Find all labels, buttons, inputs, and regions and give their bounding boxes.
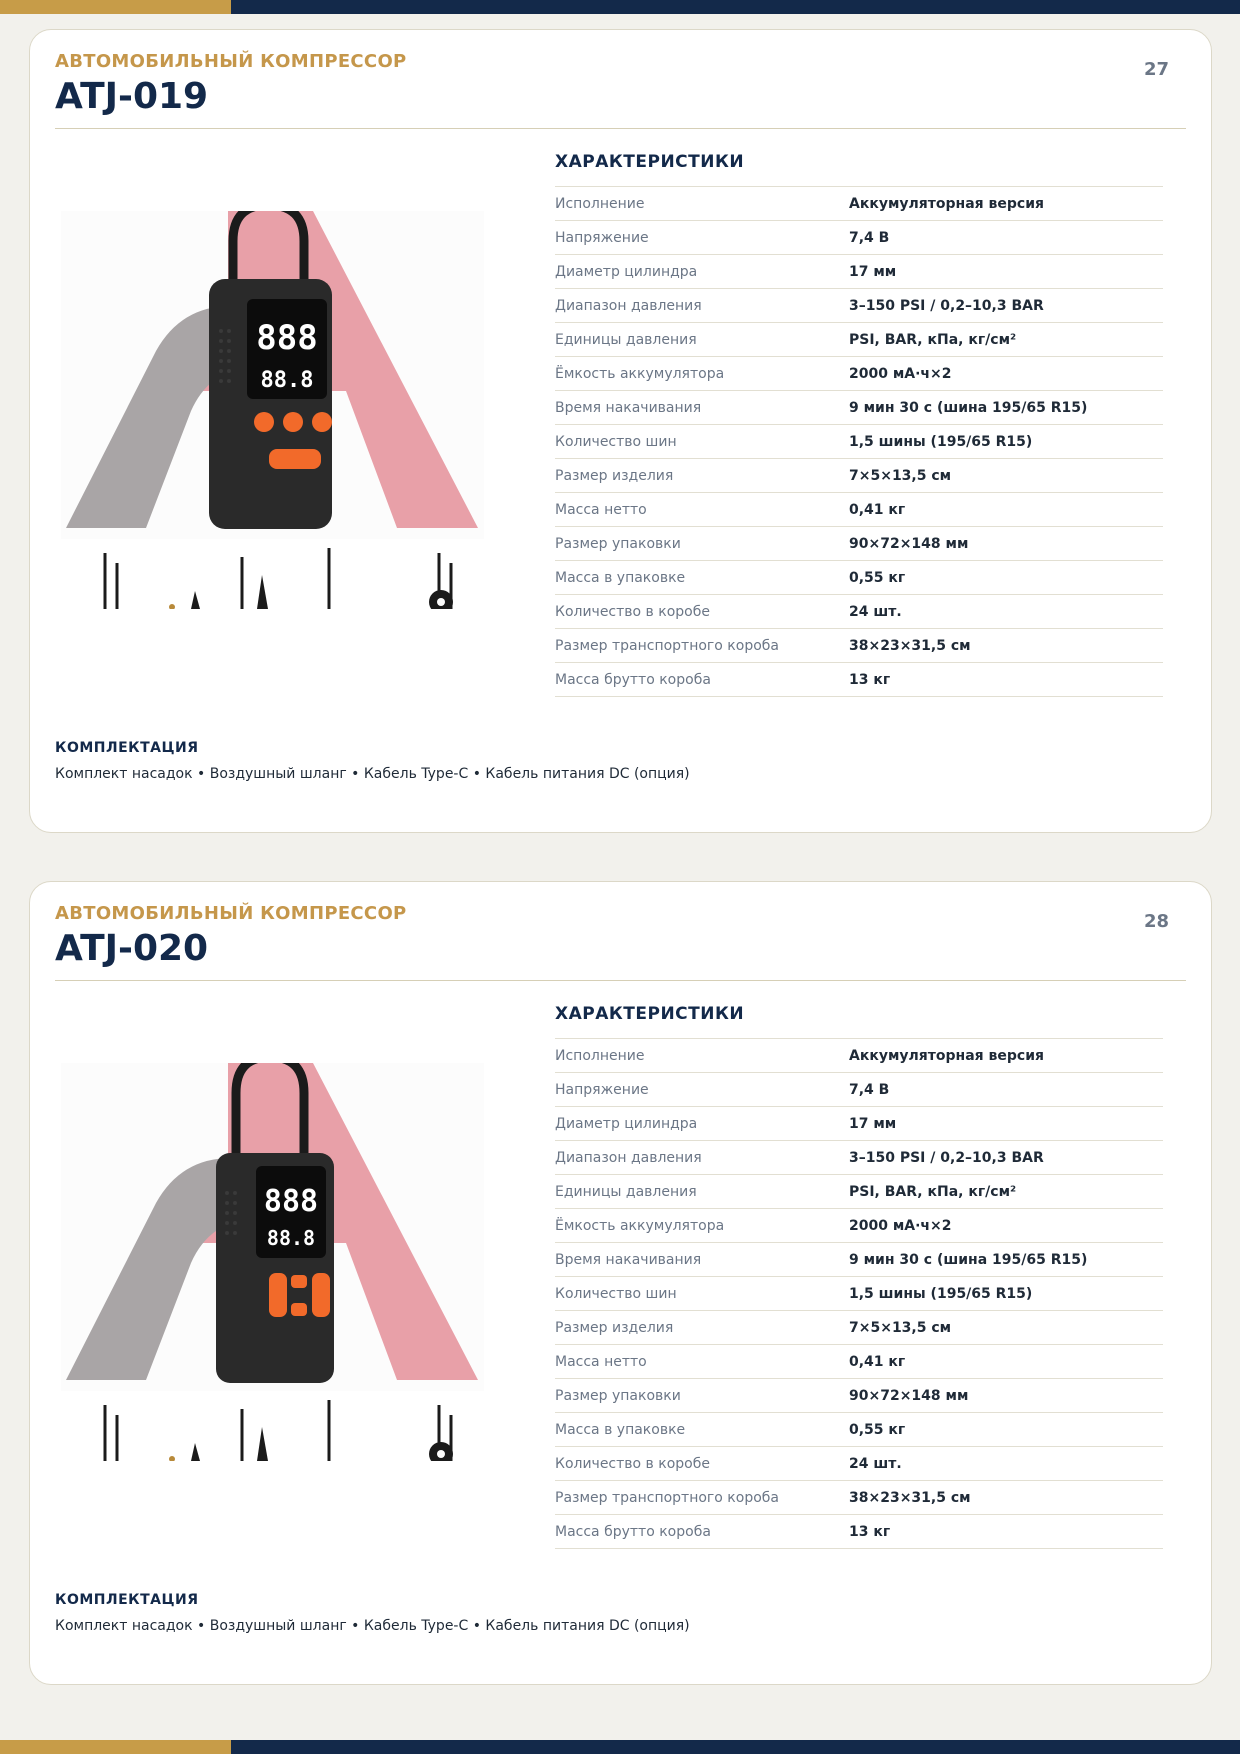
spec-row — [555, 1209, 1163, 1243]
spec-label: Масса нетто — [555, 1345, 849, 1379]
spec-label: Исполнение — [555, 187, 849, 221]
spec-value: 3–150 PSI / 0,2–10,3 BAR — [849, 1141, 1163, 1175]
top-bar-navy-segment — [231, 0, 1240, 14]
spec-label: Диапазон давления — [555, 289, 849, 323]
spec-value: 3–150 PSI / 0,2–10,3 BAR — [849, 289, 1163, 323]
spec-row — [555, 255, 1163, 289]
spec-value: 2000 мА·ч×2 — [849, 1209, 1163, 1243]
accessories-row — [105, 1400, 451, 1461]
spec-value: 0,55 кг — [849, 561, 1163, 595]
spec-label: Диаметр цилиндра — [555, 1107, 849, 1141]
spec-value: 7×5×13,5 см — [849, 459, 1163, 493]
spec-label: Размер упаковки — [555, 527, 849, 561]
top-bar-gold-segment — [0, 0, 231, 14]
spec-row — [555, 1243, 1163, 1277]
spec-row — [555, 1345, 1163, 1379]
spec-label: Количество шин — [555, 425, 849, 459]
spec-value: Аккумуляторная версия — [849, 1039, 1163, 1073]
spec-row — [555, 425, 1163, 459]
spec-value: 1,5 шины (195/65 R15) — [849, 425, 1163, 459]
product-photo — [61, 1063, 484, 1461]
spec-label: Диапазон давления — [555, 1141, 849, 1175]
specs-title: ХАРАКТЕРИСТИКИ — [555, 1004, 745, 1024]
spec-label: Ёмкость аккумулятора — [555, 1209, 849, 1243]
spec-value: 0,55 кг — [849, 1413, 1163, 1447]
product-card-1 — [29, 29, 1212, 833]
spec-label: Напряжение — [555, 221, 849, 255]
kit-title: КОМПЛЕКТАЦИЯ — [55, 1592, 199, 1608]
bottom-bar-gold-segment — [0, 1740, 231, 1754]
spec-label: Количество в коробе — [555, 595, 849, 629]
spec-row — [555, 1073, 1163, 1107]
compressor-illustration — [61, 211, 484, 609]
spec-label: Размер изделия — [555, 459, 849, 493]
spec-label: Единицы давления — [555, 323, 849, 357]
spec-row — [555, 1379, 1163, 1413]
spec-label: Ёмкость аккумулятора — [555, 357, 849, 391]
spec-label: Время накачивания — [555, 391, 849, 425]
spec-label: Масса в упаковке — [555, 561, 849, 595]
spec-row — [555, 289, 1163, 323]
spec-label: Масса брутто короба — [555, 1515, 849, 1549]
spec-row — [555, 357, 1163, 391]
spec-value: 1,5 шины (195/65 R15) — [849, 1277, 1163, 1311]
spec-label: Масса брутто короба — [555, 663, 849, 697]
spec-value: 90×72×148 мм — [849, 1379, 1163, 1413]
product-photo — [61, 211, 484, 609]
spec-row — [555, 1311, 1163, 1345]
spec-value: 0,41 кг — [849, 493, 1163, 527]
spec-value: PSI, BAR, кПа, кг/см² — [849, 323, 1163, 357]
page-number: 28 — [1143, 911, 1169, 932]
spec-label: Масса нетто — [555, 493, 849, 527]
kit-contents: Комплект насадок • Воздушный шланг • Кабель Type-C • Кабель питания DC (опция) — [55, 1618, 690, 1634]
svg-text:88.8: 88.8 — [266, 1226, 316, 1250]
spec-row — [555, 1039, 1163, 1073]
spec-row — [555, 323, 1163, 357]
spec-label: Размер упаковки — [555, 1379, 849, 1413]
spec-value: 9 мин 30 с (шина 195/65 R15) — [849, 1243, 1163, 1277]
spec-value: 7×5×13,5 см — [849, 1311, 1163, 1345]
spec-label: Размер изделия — [555, 1311, 849, 1345]
spec-value: 13 кг — [849, 1515, 1163, 1549]
spec-value: 38×23×31,5 см — [849, 1481, 1163, 1515]
svg-text:888: 888 — [263, 1184, 319, 1219]
spec-label: Размер транспортного короба — [555, 1481, 849, 1515]
kit-title: КОМПЛЕКТАЦИЯ — [55, 740, 199, 756]
spec-label: Диаметр цилиндра — [555, 255, 849, 289]
spec-value: 17 мм — [849, 255, 1163, 289]
page-number: 27 — [1143, 59, 1169, 80]
spec-value: PSI, BAR, кПа, кг/см² — [849, 1175, 1163, 1209]
svg-text:888: 888 — [256, 318, 318, 358]
kit-contents: Комплект насадок • Воздушный шланг • Кабель Type-C • Кабель питания DC (опция) — [55, 766, 690, 782]
spec-row — [555, 663, 1163, 697]
svg-text:88.8: 88.8 — [260, 368, 314, 393]
spec-row — [555, 1107, 1163, 1141]
spec-label: Напряжение — [555, 1073, 849, 1107]
spec-label: Исполнение — [555, 1039, 849, 1073]
accessories-row — [105, 548, 451, 609]
spec-row — [555, 1141, 1163, 1175]
spec-label: Время накачивания — [555, 1243, 849, 1277]
spec-value: 7,4 В — [849, 221, 1163, 255]
specs-title: ХАРАКТЕРИСТИКИ — [555, 152, 745, 172]
spec-row — [555, 1413, 1163, 1447]
spec-row — [555, 221, 1163, 255]
spec-label: Количество в коробе — [555, 1447, 849, 1481]
spec-label: Размер транспортного короба — [555, 629, 849, 663]
top-color-bar — [0, 0, 1240, 14]
spec-row — [555, 493, 1163, 527]
spec-label: Количество шин — [555, 1277, 849, 1311]
product-category: АВТОМОБИЛЬНЫЙ КОМПРЕССОР — [55, 51, 407, 72]
specs-table — [555, 186, 1163, 697]
spec-value: 24 шт. — [849, 1447, 1163, 1481]
spec-row — [555, 1175, 1163, 1209]
spec-value: 2000 мА·ч×2 — [849, 357, 1163, 391]
spec-row — [555, 459, 1163, 493]
product-card-2 — [29, 881, 1212, 1685]
spec-value: 90×72×148 мм — [849, 527, 1163, 561]
spec-value: 24 шт. — [849, 595, 1163, 629]
specs-table — [555, 1038, 1163, 1549]
product-category: АВТОМОБИЛЬНЫЙ КОМПРЕССОР — [55, 903, 407, 924]
spec-label: Масса в упаковке — [555, 1413, 849, 1447]
header-divider — [55, 980, 1186, 981]
product-model: ATJ-020 — [55, 928, 209, 969]
spec-row — [555, 527, 1163, 561]
bottom-color-bar — [0, 1740, 1240, 1754]
spec-value: 0,41 кг — [849, 1345, 1163, 1379]
spec-row — [555, 391, 1163, 425]
spec-row — [555, 561, 1163, 595]
compressor-illustration — [61, 1063, 484, 1461]
bottom-bar-navy-segment — [231, 1740, 1240, 1754]
spec-value: 17 мм — [849, 1107, 1163, 1141]
spec-row — [555, 629, 1163, 663]
spec-value: 13 кг — [849, 663, 1163, 697]
spec-label: Единицы давления — [555, 1175, 849, 1209]
spec-row — [555, 595, 1163, 629]
spec-row — [555, 187, 1163, 221]
spec-row — [555, 1515, 1163, 1549]
spec-row — [555, 1277, 1163, 1311]
spec-value: Аккумуляторная версия — [849, 187, 1163, 221]
spec-value: 38×23×31,5 см — [849, 629, 1163, 663]
product-model: ATJ-019 — [55, 76, 209, 117]
header-divider — [55, 128, 1186, 129]
spec-row — [555, 1447, 1163, 1481]
spec-row — [555, 1481, 1163, 1515]
spec-value: 9 мин 30 с (шина 195/65 R15) — [849, 391, 1163, 425]
spec-value: 7,4 В — [849, 1073, 1163, 1107]
